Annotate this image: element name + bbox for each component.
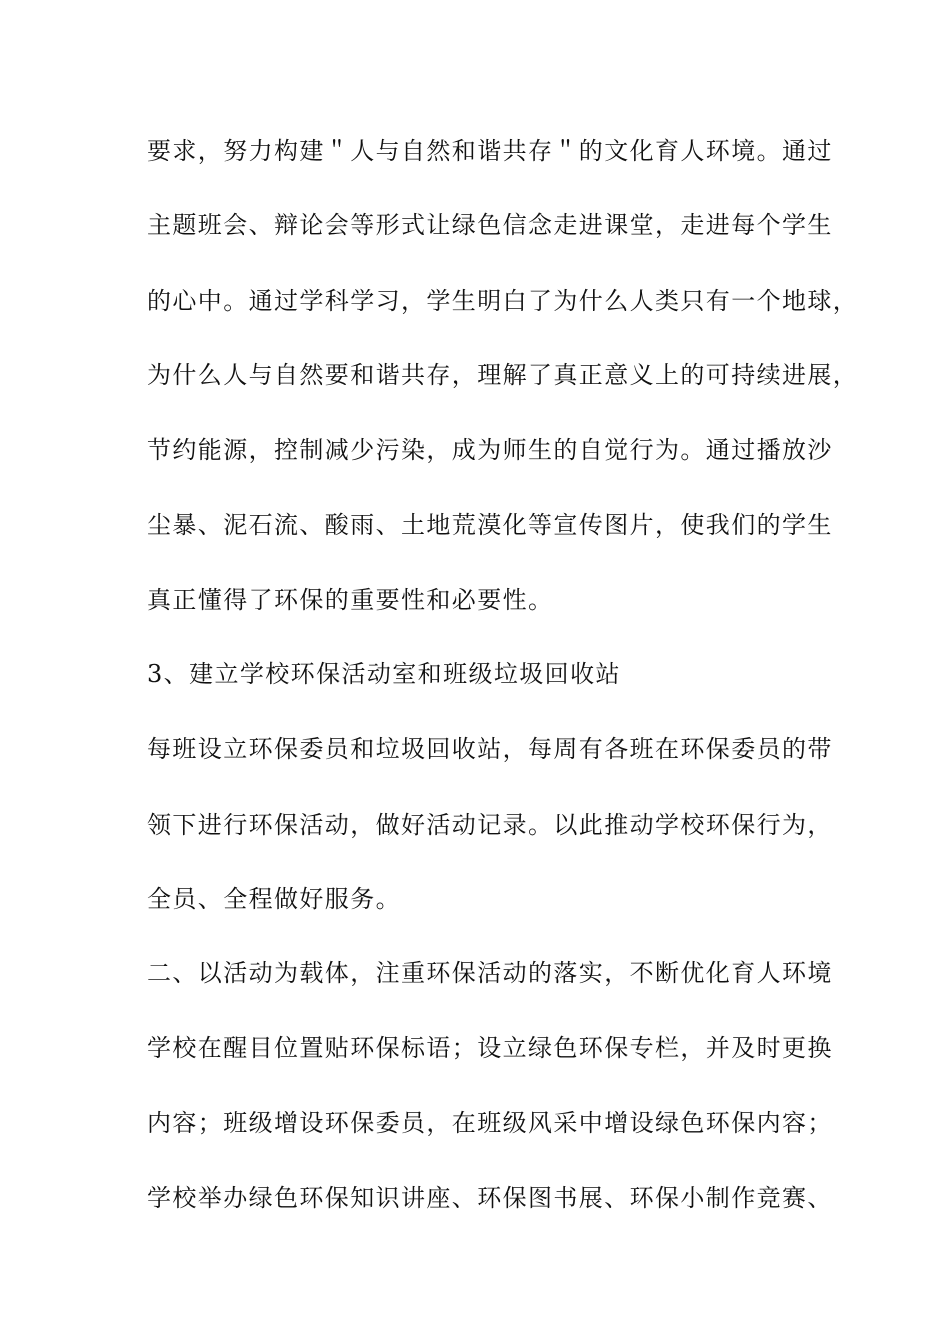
paragraph-line: 为什么人与自然要和谐共存，理解了真正意义上的可持续进展， <box>147 361 859 389</box>
paragraph-line: 领下进行环保活动，做好活动记录。以此推动学校环保行为， <box>147 811 833 839</box>
paragraph-line: 要求，努力构建＂人与自然和谐共存＂的文化育人环境。通过 <box>147 137 833 165</box>
paragraph-line: 主题班会、辩论会等形式让绿色信念走进课堂，走进每个学生 <box>147 211 833 239</box>
paragraph-line: 内容；班级增设环保委员，在班级风采中增设绿色环保内容； <box>147 1109 833 1137</box>
paragraph-line: 全员、全程做好服务。 <box>147 885 401 913</box>
section-heading: 3、建立学校环保活动室和班级垃圾回收站 <box>147 660 621 688</box>
paragraph-line: 尘暴、泥石流、酸雨、土地荒漠化等宣传图片，使我们的学生 <box>147 511 833 539</box>
paragraph-line: 学校举办绿色环保知识讲座、环保图书展、环保小制作竞赛、 <box>147 1184 833 1212</box>
paragraph-line: 的心中。通过学科学习，学生明白了为什么人类只有一个地球， <box>147 287 859 315</box>
paragraph-line: 真正懂得了环保的重要性和必要性。 <box>147 586 554 614</box>
paragraph-line: 每班设立环保委员和垃圾回收站，每周有各班在环保委员的带 <box>147 735 833 763</box>
section-heading: 二、以活动为载体，注重环保活动的落实，不断优化育人环境 <box>147 959 833 987</box>
paragraph-line: 学校在醒目位置贴环保标语；设立绿色环保专栏，并及时更换 <box>147 1034 833 1062</box>
paragraph-line: 节约能源，控制减少污染，成为师生的自觉行为。通过播放沙 <box>147 436 833 464</box>
